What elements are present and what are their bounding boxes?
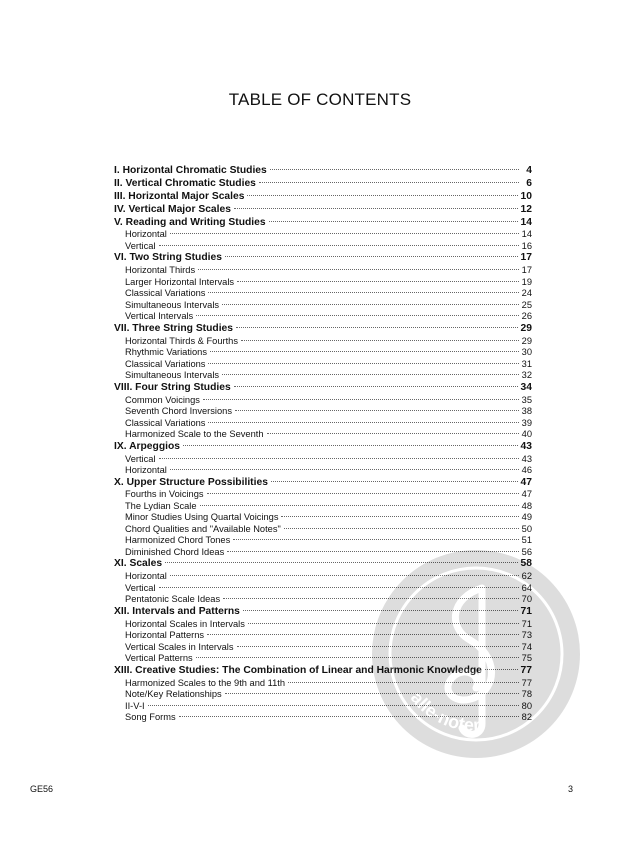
dot-leader — [241, 340, 519, 341]
toc-entry-label: IV. Vertical Major Scales — [114, 203, 231, 215]
toc-entry-label: Horizontal — [125, 229, 167, 240]
toc-section-row — [114, 594, 532, 606]
toc-entry-page: 17 — [520, 252, 532, 264]
toc-section-row — [114, 454, 532, 466]
toc-chapter-row — [114, 441, 532, 454]
dot-leader — [243, 610, 518, 611]
toc-entry-label: Vertical — [125, 453, 156, 464]
toc-entry-page: 24 — [521, 288, 532, 299]
toc-entry-label: Horizontal Thirds — [125, 265, 196, 276]
toc-entry-page: 46 — [521, 465, 532, 476]
toc-entry-label: Chord Qualities and "Available Notes" — [125, 523, 281, 534]
dot-leader — [210, 351, 519, 352]
toc-entry-page: 71 — [521, 618, 532, 629]
toc-section-row — [114, 406, 532, 418]
toc-entry-label: VII. Three String Studies — [114, 322, 234, 334]
toc-entry-label: Harmonized Scale to the Seventh — [125, 429, 264, 440]
toc-entry-page: 16 — [521, 240, 532, 251]
toc-chapter-row — [114, 558, 532, 571]
toc-entry-page: 56 — [521, 546, 532, 557]
toc-entry-label: Vertical Intervals — [125, 311, 194, 322]
page-title: TABLE OF CONTENTS — [228, 90, 412, 109]
dot-leader — [170, 233, 519, 234]
toc-entry-page: 47 — [520, 476, 532, 488]
toc-entry-label: Horizontal — [125, 465, 167, 476]
toc-entry-page: 71 — [520, 605, 532, 617]
toc-chapter-row — [114, 382, 532, 395]
dot-leader — [222, 374, 519, 375]
toc-section-row — [114, 619, 532, 631]
toc-entry-page: 14 — [520, 216, 532, 228]
toc-entry-label: Diminished Chord Ideas — [125, 546, 225, 557]
dot-leader — [288, 682, 519, 683]
toc-entry-label: Vertical — [125, 240, 156, 251]
toc-chapter-row — [114, 606, 532, 619]
toc-entry-label: VIII. Four String Studies — [114, 381, 231, 393]
dot-leader — [247, 195, 517, 196]
toc-entry-page: 35 — [521, 394, 532, 405]
toc-section-row — [114, 465, 532, 477]
dot-leader — [198, 269, 519, 270]
toc-section-row — [114, 489, 532, 501]
toc-entry-label: Harmonized Scales to the 9th and 11th — [125, 677, 286, 688]
dot-leader — [170, 469, 519, 470]
toc-entry-label: Vertical Patterns — [125, 653, 193, 664]
dot-leader — [234, 386, 518, 387]
dot-leader — [196, 657, 519, 658]
toc-chapter-row — [114, 323, 532, 336]
toc-section-row — [114, 288, 532, 300]
toc-entry-label: Horizontal Patterns — [125, 630, 205, 641]
dot-leader — [159, 587, 519, 588]
dot-leader — [159, 458, 519, 459]
toc-entry-page: 29 — [520, 322, 532, 334]
toc-section-row — [114, 265, 532, 277]
dot-leader — [248, 623, 519, 624]
dot-leader — [200, 505, 519, 506]
dot-leader — [271, 481, 518, 482]
dot-leader — [170, 575, 519, 576]
toc-entry-label: Seventh Chord Inversions — [125, 406, 232, 417]
toc-entry-page: 58 — [520, 558, 532, 570]
dot-leader — [208, 363, 518, 364]
dot-leader — [234, 208, 518, 209]
toc-entry-page: 49 — [521, 512, 532, 523]
toc-entry-label: Common Voicings — [125, 394, 200, 405]
toc-entry-page: 26 — [521, 311, 532, 322]
toc-entry-page: 78 — [521, 689, 532, 700]
toc-entry-label: Song Forms — [125, 712, 176, 723]
toc-entry-page: 34 — [520, 381, 532, 393]
toc-entry-page: 39 — [521, 417, 532, 428]
toc-entry-page: 50 — [521, 523, 532, 534]
toc-entry-label: Horizontal — [125, 571, 167, 582]
dot-leader — [208, 422, 518, 423]
toc-chapter-row — [114, 477, 532, 490]
toc-entry-label: XIII. Creative Studies: The Combination of Linear and Harmonic Knowledge — [114, 664, 482, 676]
toc-entry-page: 64 — [521, 582, 532, 593]
toc-chapter-row — [114, 165, 532, 178]
toc-entry-page: 10 — [520, 190, 532, 202]
toc-entry-page: 77 — [520, 664, 532, 676]
toc-section-row — [114, 547, 532, 559]
toc-entry-page: 70 — [521, 594, 532, 605]
dot-leader — [259, 182, 519, 183]
dot-leader — [485, 669, 518, 670]
watermark-text: alle-noten — [406, 687, 485, 736]
dot-leader — [227, 551, 518, 552]
toc-entry-page: 30 — [521, 347, 532, 358]
toc-section-row — [114, 359, 532, 371]
dot-leader — [267, 433, 519, 434]
toc-entry-label: Note/Key Relationships — [125, 689, 222, 700]
toc-section-row — [114, 311, 532, 323]
table-of-contents — [114, 165, 532, 724]
toc-chapter-row — [114, 217, 532, 230]
toc-entry-page: 40 — [521, 429, 532, 440]
toc-section-row — [114, 583, 532, 595]
toc-section-row — [114, 642, 532, 654]
toc-entry-page: 62 — [521, 571, 532, 582]
toc-section-row — [114, 689, 532, 701]
toc-section-row — [114, 501, 532, 513]
toc-section-row — [114, 395, 532, 407]
toc-entry-page: 12 — [520, 203, 532, 215]
dot-leader — [235, 410, 519, 411]
dot-leader — [159, 245, 519, 246]
toc-entry-page: 47 — [521, 489, 532, 500]
toc-entry-page: 73 — [521, 630, 532, 641]
dot-leader — [237, 281, 519, 282]
toc-entry-page: 80 — [521, 700, 532, 711]
dot-leader — [269, 221, 518, 222]
toc-section-row — [114, 241, 532, 253]
dot-leader — [237, 646, 519, 647]
toc-entry-page: 38 — [521, 406, 532, 417]
toc-section-row — [114, 429, 532, 441]
toc-section-row — [114, 300, 532, 312]
toc-entry-label: Classical Variations — [125, 288, 206, 299]
toc-entry-page: 29 — [521, 335, 532, 346]
toc-entry-label: Fourths in Voicings — [125, 489, 204, 500]
toc-entry-page: 43 — [520, 440, 532, 452]
dot-leader — [183, 445, 518, 446]
toc-section-row — [114, 229, 532, 241]
toc-section-row — [114, 653, 532, 665]
dot-leader — [281, 516, 518, 517]
dot-leader — [148, 705, 519, 706]
toc-entry-label: Vertical — [125, 582, 156, 593]
toc-entry-label: Horizontal Thirds & Fourths — [125, 335, 238, 346]
toc-section-row — [114, 512, 532, 524]
toc-entry-label: Classical Variations — [125, 417, 206, 428]
toc-entry-label: VI. Two String Studies — [114, 252, 222, 264]
toc-chapter-row — [114, 204, 532, 217]
toc-entry-label: Horizontal Scales in Intervals — [125, 618, 245, 629]
toc-entry-label: Minor Studies Using Quartal Voicings — [125, 512, 279, 523]
toc-chapter-row — [114, 252, 532, 265]
dot-leader — [225, 693, 519, 694]
dot-leader — [225, 256, 518, 257]
toc-entry-label: II-V-I — [125, 700, 145, 711]
toc-entry-label: III. Horizontal Major Scales — [114, 190, 245, 202]
toc-entry-page: 17 — [521, 265, 532, 276]
toc-section-row — [114, 712, 532, 724]
toc-chapter-row — [114, 665, 532, 678]
toc-chapter-row — [114, 191, 532, 204]
toc-entry-page: 19 — [521, 276, 532, 287]
toc-section-row — [114, 277, 532, 289]
dot-leader — [233, 539, 518, 540]
dot-leader — [270, 169, 519, 170]
dot-leader — [165, 562, 517, 563]
dot-leader — [179, 716, 519, 717]
toc-entry-label: IX. Arpeggios — [114, 440, 180, 452]
toc-entry-label: Simultaneous Intervals — [125, 299, 220, 310]
dot-leader — [223, 598, 519, 599]
toc-entry-page: 77 — [521, 677, 532, 688]
toc-section-row — [114, 701, 532, 713]
toc-entry-page: 4 — [526, 165, 532, 176]
toc-entry-page: 43 — [521, 453, 532, 464]
dot-leader — [203, 399, 519, 400]
toc-chapter-row — [114, 178, 532, 191]
footer-page-number: 3 — [568, 784, 574, 794]
toc-entry-label: Pentatonic Scale Ideas — [125, 594, 221, 605]
toc-entry-page: 25 — [521, 299, 532, 310]
toc-entry-page: 14 — [521, 229, 532, 240]
toc-entry-page: 51 — [521, 535, 532, 546]
toc-section-row — [114, 370, 532, 382]
toc-entry-label: II. Vertical Chromatic Studies — [114, 177, 256, 189]
toc-entry-page: 48 — [521, 500, 532, 511]
toc-entry-page: 82 — [521, 712, 532, 723]
dot-leader — [284, 528, 519, 529]
footer-code: GE56 — [30, 784, 54, 794]
toc-entry-label: Vertical Scales in Intervals — [125, 641, 234, 652]
toc-entry-label: Harmonized Chord Tones — [125, 535, 231, 546]
toc-entry-label: V. Reading and Writing Studies — [114, 216, 266, 228]
toc-section-row — [114, 418, 532, 430]
dot-leader — [207, 634, 519, 635]
dot-leader — [236, 327, 518, 328]
toc-entry-page: 32 — [521, 370, 532, 381]
toc-entry-label: Classical Variations — [125, 358, 206, 369]
dot-leader — [207, 493, 519, 494]
toc-entry-page: 74 — [521, 641, 532, 652]
toc-entry-label: XII. Intervals and Patterns — [114, 605, 240, 617]
toc-section-row — [114, 678, 532, 690]
dot-leader — [196, 315, 518, 316]
toc-entry-page: 75 — [521, 653, 532, 664]
toc-section-row — [114, 535, 532, 547]
toc-entry-label: Rhythmic Variations — [125, 347, 207, 358]
toc-entry-label: I. Horizontal Chromatic Studies — [114, 165, 267, 176]
toc-section-row — [114, 524, 532, 536]
toc-entry-label: X. Upper Structure Possibilities — [114, 476, 268, 488]
toc-entry-label: Simultaneous Intervals — [125, 370, 220, 381]
toc-section-row — [114, 336, 532, 348]
toc-entry-page: 6 — [526, 177, 532, 189]
toc-section-row — [114, 571, 532, 583]
dot-leader — [208, 292, 518, 293]
toc-section-row — [114, 630, 532, 642]
toc-entry-label: Larger Horizontal Intervals — [125, 276, 235, 287]
toc-entry-page: 31 — [521, 358, 532, 369]
dot-leader — [222, 304, 519, 305]
toc-entry-label: The Lydian Scale — [125, 500, 197, 511]
toc-entry-label: XI. Scales — [114, 558, 163, 570]
toc-section-row — [114, 347, 532, 359]
